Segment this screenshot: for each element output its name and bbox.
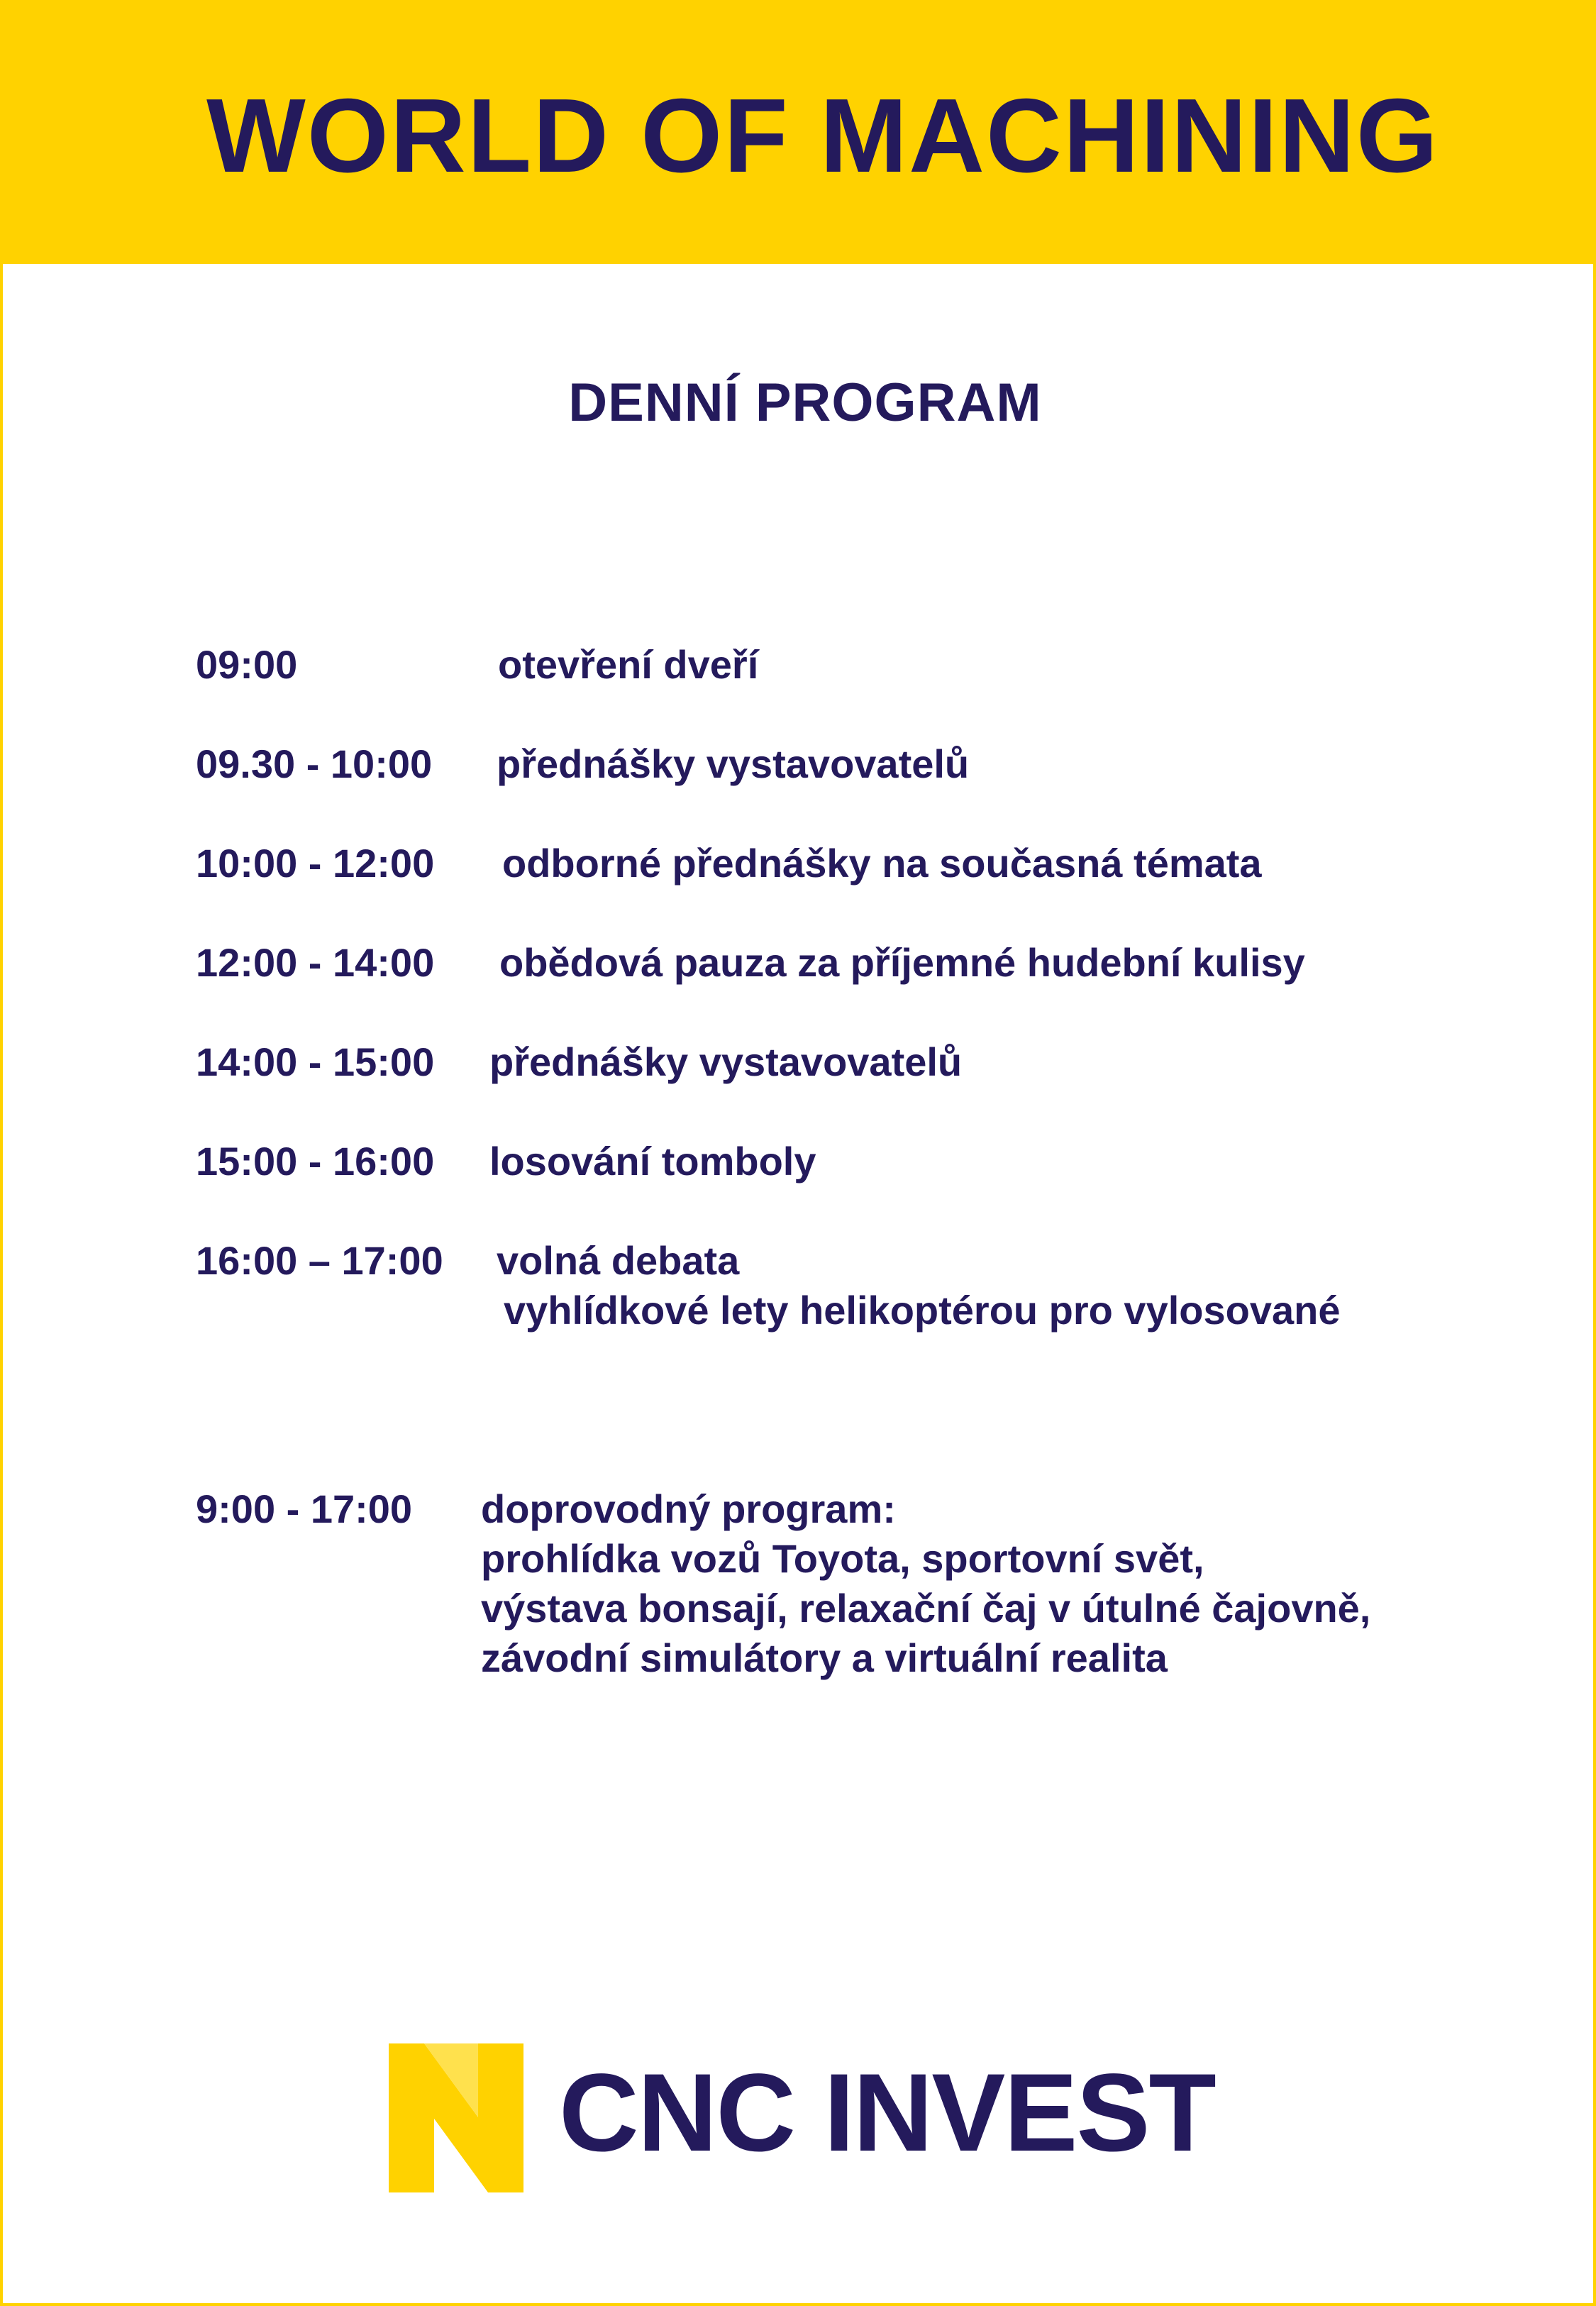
schedule-activity-line: otevření dveří xyxy=(498,642,759,687)
schedule-time: 09:00 xyxy=(196,642,298,687)
schedule-time: 16:00 – 17:00 xyxy=(196,1238,443,1283)
program-title: DENNÍ PROGRAM xyxy=(568,373,1042,433)
schedule-activity xyxy=(497,1236,1340,1335)
schedule-time: 14:00 - 15:00 xyxy=(196,1039,435,1084)
schedule-time: 09.30 - 10:00 xyxy=(196,741,433,786)
schedule-activity-line: výstava bonsají, relaxační čaj v útulné čajovně, xyxy=(481,1586,1371,1631)
schedule-activity-line: závodní simulátory a virtuální realita xyxy=(481,1635,1168,1680)
schedule-activity-line: přednášky vystavovatelů xyxy=(489,1039,963,1084)
schedule-time: 12:00 - 14:00 xyxy=(196,940,435,985)
schedule-activity xyxy=(499,938,1305,988)
schedule-activity xyxy=(497,739,969,789)
cnc-invest-n-mark-icon xyxy=(389,2043,523,2192)
schedule-time: 15:00 - 16:00 xyxy=(196,1139,435,1184)
schedule-activity xyxy=(498,640,758,690)
schedule-activity-line: prohlídka vozů Toyota, sportovní svět, xyxy=(481,1536,1204,1581)
schedule-activity-line: losování tomboly xyxy=(489,1139,816,1184)
cnc-invest-logo xyxy=(389,2043,1215,2192)
event-title: WORLD OF MACHINING xyxy=(206,77,1439,194)
header-banner xyxy=(0,0,1596,264)
schedule-activity-line: odborné přednášky na současná témata xyxy=(502,841,1262,886)
schedule-activity-line: přednášky vystavovatelů xyxy=(497,741,970,786)
schedule-activity xyxy=(502,839,1262,888)
schedule-activity-line: volná debata xyxy=(497,1238,740,1283)
schedule-activity-line: doprovodný program: xyxy=(481,1486,896,1531)
schedule-time: 9:00 - 17:00 xyxy=(196,1486,413,1531)
logo-wordmark: CNC INVEST xyxy=(559,2051,1215,2175)
schedule-activity xyxy=(481,1484,1370,1683)
schedule-activity xyxy=(489,1137,816,1186)
schedule-time: 10:00 - 12:00 xyxy=(196,841,435,886)
schedule-activity-line: obědová pauza za příjemné hudební kulisy xyxy=(499,940,1305,985)
schedule-activity xyxy=(489,1037,962,1087)
schedule-activity-line: vyhlídkové lety helikoptérou pro vylosované xyxy=(504,1288,1341,1333)
